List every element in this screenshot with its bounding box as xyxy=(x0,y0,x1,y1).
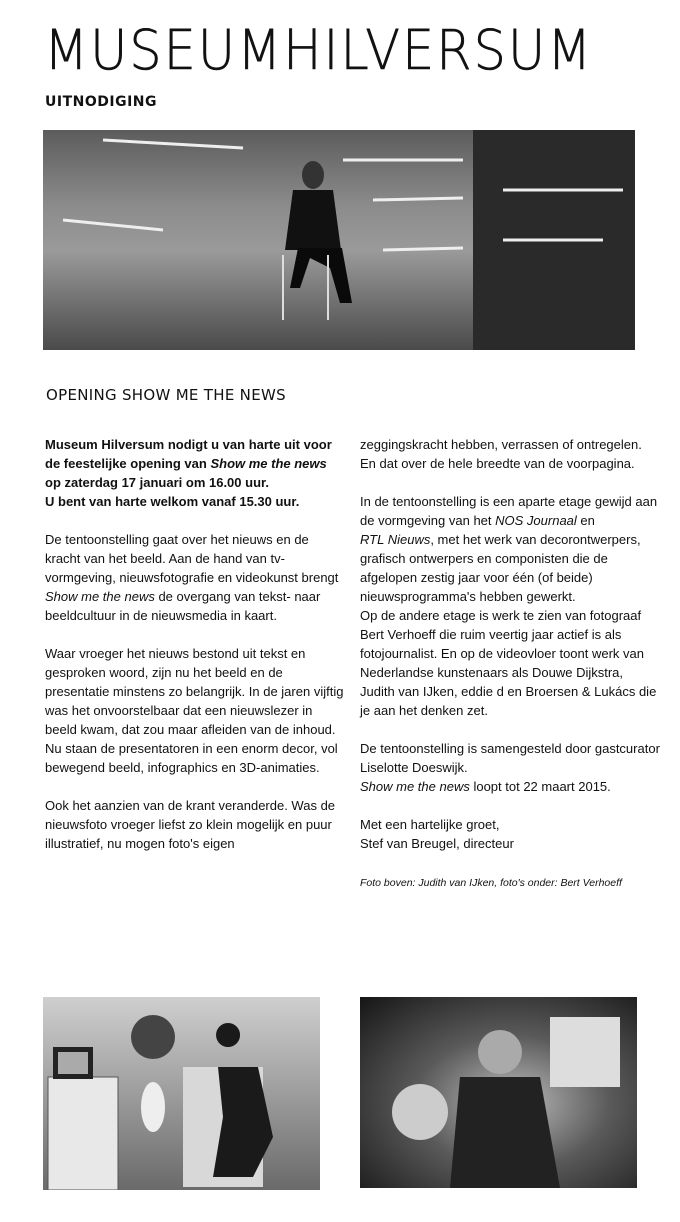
paragraph: Waar vroeger het nieuws bestond uit tekst en gesproken woord, zijn nu het beeld en de presentatie minstens zo belangrijk. In de jaren vijftig was het onvoorstelbaar dat een nieuwslezer in beeld kwam, dat zou maar afleiden van de inhoud. Nu staan de presentatoren in een enorm decor, vol bewegend beeld, infographics en 3D-animaties. xyxy=(45,646,344,775)
exhibition-name: Show me the news xyxy=(210,456,327,471)
text: op zaterdag 17 januari om 16.00 uur. xyxy=(45,475,269,490)
photo-credits: Foto boven: Judith van IJken, foto's onder: Bert Verhoeff xyxy=(360,877,622,889)
program-name: NOS Journaal xyxy=(495,513,577,528)
signature xyxy=(360,815,660,853)
left-column xyxy=(45,435,345,872)
hero-photo xyxy=(43,130,635,350)
text: In de tentoonstelling is een aparte etage gewijd aan de vormgeving van het xyxy=(360,494,658,528)
photo-couple-in-car xyxy=(360,997,637,1188)
photo-image xyxy=(43,997,320,1190)
text: loopt tot 22 maart 2015. xyxy=(469,779,611,794)
text: De tentoonstelling is samengesteld door gastcurator Liselotte Doeswijk. xyxy=(360,741,660,775)
intro-paragraph xyxy=(45,435,345,511)
invitation-label: UITNODIGING xyxy=(45,94,157,110)
exhibition-name: Show me the news xyxy=(45,589,155,604)
text: , met het werk van decorontwerpers, grafisch ontwerpers en componisten die de afgelopen zestig jaar voor één (of beide) nieuwsprogramma's hebben gewerkt. xyxy=(360,532,641,604)
section-title: OPENING SHOW ME THE NEWS xyxy=(46,386,286,404)
exhibition-name: Show me the news xyxy=(360,779,470,794)
paragraph: zeggingskracht hebben, verrassen of ontregelen. En dat over de hele breedte van de voorpagina. xyxy=(360,437,642,471)
photo-man-with-tv xyxy=(43,997,320,1190)
text: Op de andere etage is werk te zien van fotograaf Bert Verhoeff die ruim veertig jaar actief is als fotojournalist. En op de videovloer toont werk van Nederlandse kunstenaars als Douwe Dijkstra, Judith van IJken, eddie d en Broersen & Lukács die je aan het denken zet. xyxy=(360,608,657,718)
news-studio-image xyxy=(43,130,635,350)
greeting: Met een hartelijke groet, xyxy=(360,817,500,832)
text: de overgang van tekst- naar beeldcultuur in de nieuwsmedia in kaart. xyxy=(45,589,321,623)
text: en xyxy=(576,513,595,528)
paragraph xyxy=(45,530,345,625)
paragraph: Ook het aanzien van de krant veranderde. Was de nieuwsfoto vroeger liefst zo klein mogelijk en puur illustratief, nu mogen foto's eigen xyxy=(45,798,336,851)
paragraph xyxy=(360,492,660,720)
paragraph xyxy=(360,739,660,796)
text: Museum Hilversum nodigt u van harte uit voor de feestelijke opening van xyxy=(45,437,332,471)
text: De tentoonstelling gaat over het nieuws en de kracht van het beeld. Aan de hand van tv-vormgeving, nieuwsfotografie en videokunst brengt xyxy=(45,532,339,585)
right-column xyxy=(360,435,660,894)
photo-image xyxy=(360,997,637,1188)
signatory: Stef van Breugel, directeur xyxy=(360,836,514,851)
program-name: RTL Nieuws xyxy=(360,532,431,547)
text: U bent van harte welkom vanaf 15.30 uur. xyxy=(45,494,300,509)
museum-logo: MUSEUMHILVERSUM xyxy=(44,18,594,82)
